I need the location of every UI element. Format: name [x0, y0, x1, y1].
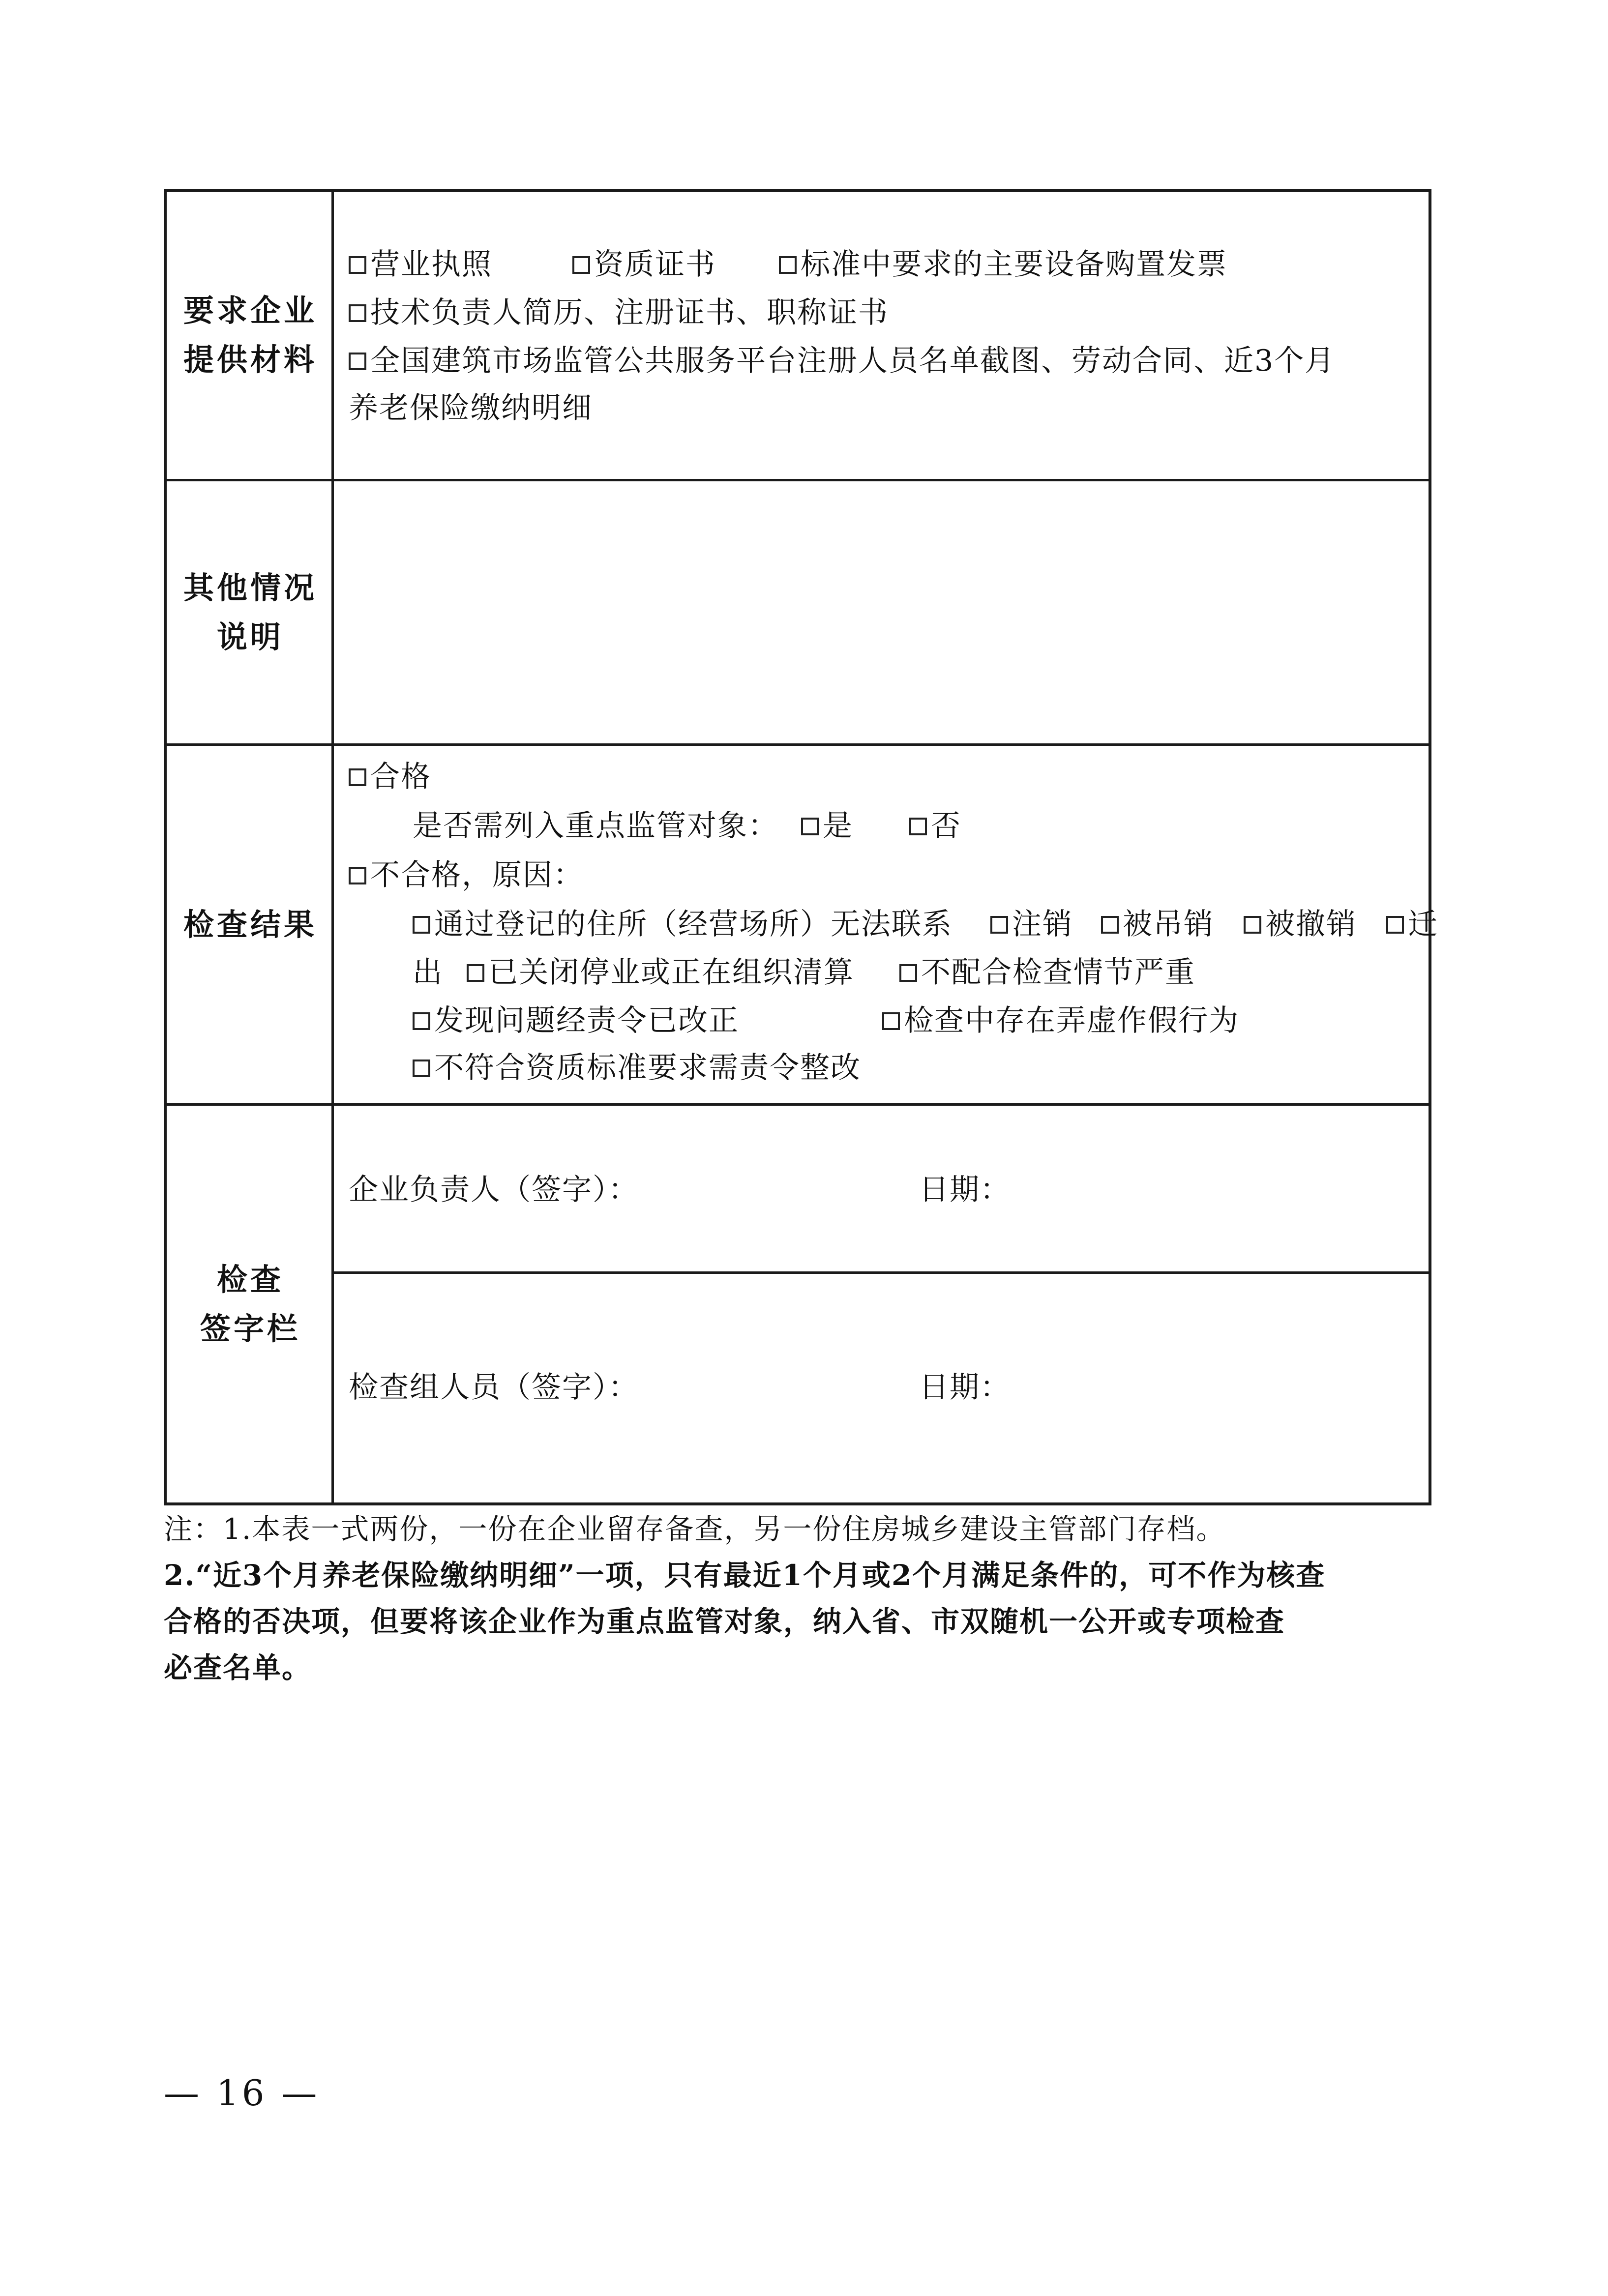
- qualification-label: 资质证书: [594, 247, 716, 282]
- checkbox-icon[interactable]: [882, 1012, 900, 1030]
- license-label: 营业执照: [370, 247, 492, 282]
- materials-row-2[interactable]: [349, 293, 889, 332]
- withdrawn-option[interactable]: [1244, 905, 1357, 944]
- materials-label: [167, 192, 334, 479]
- note-line-3: 合格的否决项，但要将该企业作为重点监管对象，纳入省、市双随机一公开或专项检查: [164, 1605, 1285, 1638]
- materials-row-3[interactable]: [349, 341, 1335, 381]
- equipment-invoice-option[interactable]: [779, 245, 1227, 284]
- other-label-line1: 其他情况: [183, 569, 317, 606]
- checkbox-icon[interactable]: [349, 768, 366, 786]
- checkbox-icon[interactable]: [779, 256, 797, 274]
- checkbox-icon[interactable]: [1101, 916, 1119, 934]
- pass-option[interactable]: [349, 757, 431, 796]
- moved-out-label-part1: 迁: [1408, 907, 1438, 942]
- uncooperative-option[interactable]: [899, 953, 1195, 992]
- unreachable-label: 通过登记的住所（经营场所）无法联系: [434, 907, 953, 942]
- signature-label-line2: 签字栏: [200, 1310, 300, 1347]
- yes-label: 是: [823, 809, 853, 843]
- license-option[interactable]: [349, 245, 492, 284]
- registry-docs-label-continued: 养老保险缴纳明细: [349, 391, 593, 425]
- qualification-option[interactable]: [572, 245, 716, 284]
- company-date-label: 日期：: [919, 1173, 1011, 1207]
- checkbox-icon[interactable]: [1244, 916, 1261, 934]
- cancelled-label: 注销: [1012, 907, 1073, 942]
- other-notes-cell[interactable]: [334, 481, 1429, 743]
- inspector-signer-label: 检查组人员（签字）：: [349, 1370, 639, 1405]
- inspector-signature-line[interactable]: [349, 1368, 639, 1407]
- fail-option[interactable]: [349, 855, 584, 895]
- result-label-text: 检查结果: [183, 906, 317, 942]
- checkbox-icon[interactable]: [349, 353, 366, 370]
- checkbox-icon[interactable]: [801, 818, 819, 835]
- withdrawn-label: 被撤销: [1265, 907, 1357, 942]
- pass-label: 合格: [370, 760, 431, 794]
- checkbox-icon[interactable]: [349, 304, 366, 322]
- closed-option[interactable]: [467, 953, 854, 992]
- rectify-label: 不符合资质标准要求需责令整改: [434, 1051, 861, 1085]
- checkbox-icon[interactable]: [1386, 916, 1404, 934]
- checkbox-icon[interactable]: [909, 818, 927, 835]
- signature-label: [167, 1106, 334, 1502]
- equipment-invoice-label: 标准中要求的主要设备购置发票: [801, 247, 1227, 282]
- checkbox-icon[interactable]: [572, 256, 590, 274]
- checkbox-icon[interactable]: [413, 916, 430, 934]
- closed-label: 已关闭停业或正在组织清算: [488, 955, 854, 990]
- checkbox-icon[interactable]: [990, 916, 1008, 934]
- company-signature-line[interactable]: [349, 1170, 639, 1209]
- revoked-option[interactable]: [1101, 905, 1214, 944]
- signature-row-divider: [334, 1271, 1429, 1274]
- checkbox-icon[interactable]: [349, 867, 366, 884]
- no-option[interactable]: [909, 806, 961, 846]
- corrected-label: 发现问题经责令已改正: [434, 1003, 739, 1038]
- checkbox-icon[interactable]: [467, 964, 484, 982]
- fail-label: 不合格，原因：: [370, 858, 584, 892]
- revoked-label: 被吊销: [1123, 907, 1214, 942]
- no-label: 否: [931, 809, 961, 843]
- key-question-label: 是否需列入重点监管对象：: [413, 809, 778, 843]
- other-label-line2: 说明: [216, 618, 284, 655]
- materials-label-line1: 要求企业: [183, 293, 317, 328]
- materials-row-3-continued: [349, 388, 593, 428]
- checkbox-icon[interactable]: [413, 1012, 430, 1030]
- note-line-2: 2.“近3个月养老保险缴纳明细”一项，只有最近1个月或2个月满足条件的，可不作为核查: [164, 1559, 1326, 1592]
- moved-out-option[interactable]: [1386, 905, 1438, 944]
- fraud-label: 检查中存在弄虚作假行为: [904, 1003, 1239, 1038]
- uncooperative-label: 不配合检查情节严重: [921, 955, 1195, 990]
- inspector-date-label: 日期：: [919, 1370, 1011, 1405]
- row-divider-2: [167, 743, 1429, 746]
- key-supervision-question: [413, 806, 1101, 846]
- other-label: [167, 481, 334, 743]
- company-date-line[interactable]: [919, 1170, 1011, 1209]
- tech-lead-docs-label: 技术负责人简历、注册证书、职称证书: [370, 295, 889, 330]
- checkbox-icon[interactable]: [413, 1060, 430, 1077]
- cancelled-option[interactable]: [990, 905, 1073, 944]
- signature-label-line1: 检查: [216, 1261, 284, 1297]
- materials-label-line2: 提供材料: [183, 342, 317, 378]
- fail-reasons-row-4[interactable]: [413, 1048, 861, 1088]
- note-line-4: 必查名单。: [164, 1651, 312, 1684]
- yes-option[interactable]: [801, 806, 853, 846]
- fraud-option[interactable]: [882, 1001, 1239, 1040]
- registry-docs-label: 全国建筑市场监管公共服务平台注册人员名单截图、劳动合同、近3个月: [370, 344, 1336, 378]
- page-number: — 16 —: [164, 2072, 320, 2114]
- company-signer-label: 企业负责人（签字）：: [349, 1173, 639, 1207]
- checkbox-icon[interactable]: [349, 256, 366, 274]
- corrected-option[interactable]: [413, 1001, 739, 1040]
- note-line-1: 注：1.本表一式两份，一份在企业留存备查，另一份住房城乡建设主管部门存档。: [164, 1512, 1226, 1546]
- unreachable-option[interactable]: [413, 905, 953, 944]
- inspection-form-table: [164, 189, 1438, 1505]
- result-label: [167, 746, 334, 1103]
- checkbox-icon[interactable]: [899, 964, 917, 982]
- moved-out-label-part2: 出: [413, 955, 443, 990]
- inspector-date-line[interactable]: [919, 1368, 1011, 1407]
- row-divider-3: [167, 1103, 1429, 1106]
